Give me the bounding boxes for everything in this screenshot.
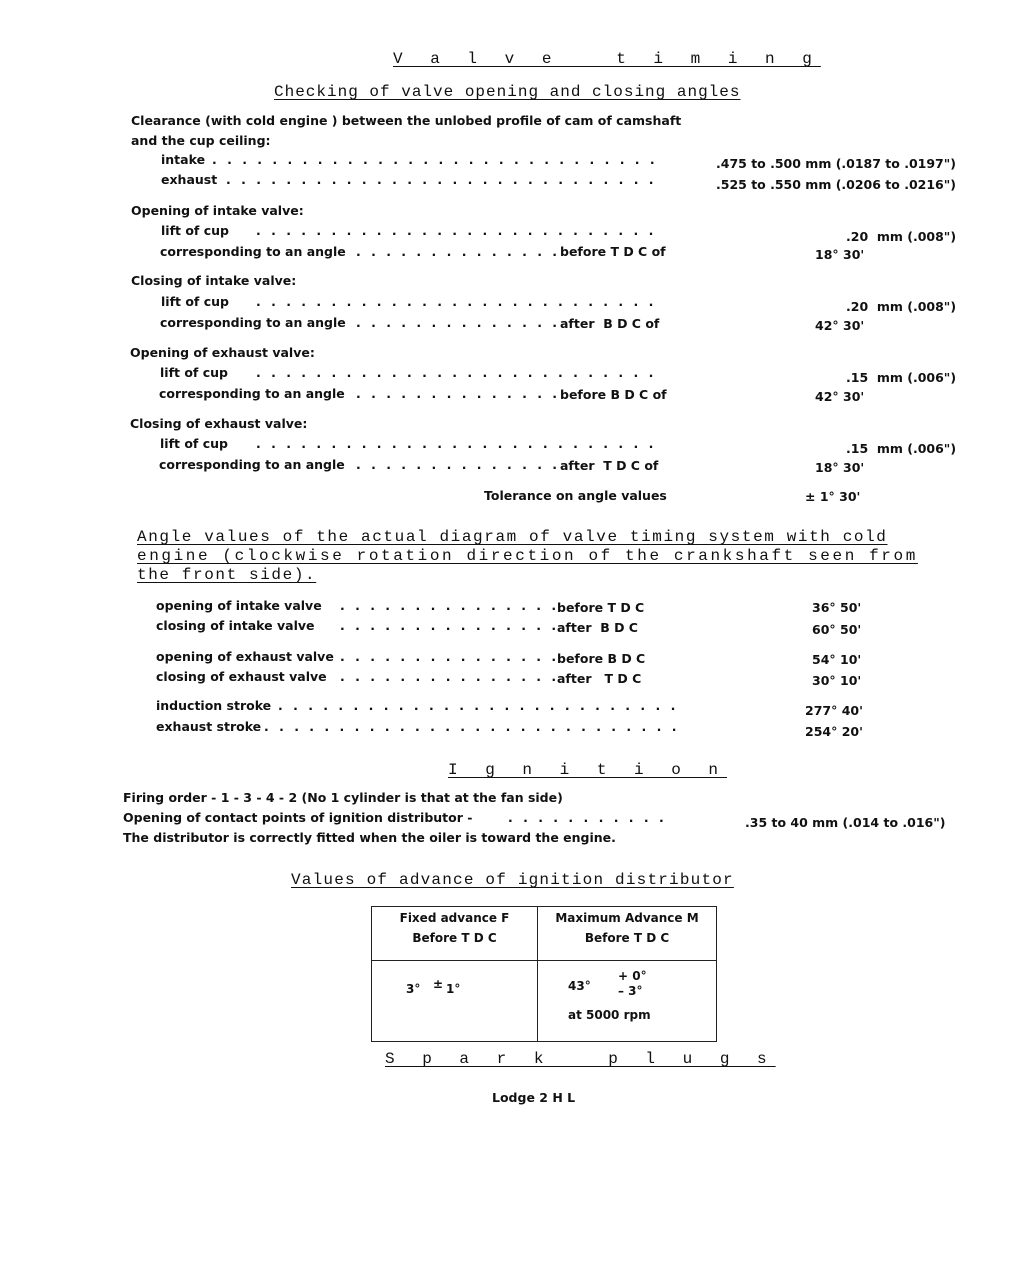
dot-leader: . . . . . . . . . . . . . . . . . . . . . . . . . . . . . . <box>212 152 658 167</box>
diagram-row-label: closing of intake valve <box>156 618 315 633</box>
stroke-label: exhaust stroke <box>156 719 262 734</box>
dot-leader: . . . . . . . . . . . . . . . . . . . . . . . . . . . <box>256 436 657 451</box>
contact-points-label: Opening of contact points of ignition distributor - <box>123 810 473 825</box>
dot-leader: . . . . . . . . . . . . . . . <box>340 618 560 633</box>
fixed-advance-subheader: Before T D C <box>412 931 497 945</box>
check-heading: Opening of exhaust valve: <box>130 345 315 360</box>
dot-leader: . . . . . . . . . . . . . . . <box>340 669 560 684</box>
dot-leader: . . . . . . . . . . . . . . . . . . . . . . . . . . . <box>256 294 657 309</box>
exhaust-label: exhaust <box>161 172 218 187</box>
lift-value: .20 mm (.008") <box>846 229 957 244</box>
lift-label: lift of cup <box>160 365 228 380</box>
diagram-row-label: opening of intake valve <box>156 598 322 613</box>
max-advance-plus: + 0° <box>618 969 647 983</box>
clearance-line-2: and the cup ceiling: <box>131 133 271 148</box>
stroke-value: 254° 20' <box>805 724 863 739</box>
check-heading: Closing of exhaust valve: <box>130 416 308 431</box>
angle-value: 42° 30' <box>815 318 865 333</box>
dot-leader: . . . . . . . . . . . . . . . . . . . . . . . . . . . <box>278 698 679 713</box>
angle-value: 18° 30' <box>815 247 865 262</box>
fixed-advance-cell <box>372 961 538 1042</box>
diagram-row-label: opening of exhaust valve <box>156 649 334 664</box>
diagram-row-label: closing of exhaust valve <box>156 669 327 684</box>
diagram-row-value: 60° 50' <box>812 622 862 637</box>
max-advance-header: Maximum Advance M <box>555 911 699 925</box>
advance-table <box>371 906 717 1042</box>
dot-leader: . . . . . . . . . . . . . . . . . . . . . . . . . . . . <box>264 719 680 734</box>
diagram-heading-line-3: the front side). <box>137 566 317 584</box>
angle-label: corresponding to an angle <box>159 457 345 472</box>
diagram-row-value: 30° 10' <box>812 673 862 688</box>
dot-leader: . . . . . . . . . . . <box>508 810 667 825</box>
intake-clearance-value: .475 to .500 mm (.0187 to .0197") <box>716 156 956 171</box>
angle-reference: before B D C of <box>560 387 667 402</box>
dot-leader: . . . . . . . . . . . . . . <box>356 386 561 401</box>
section-heading-checking: Checking of valve opening and closing angles <box>274 83 741 101</box>
angle-value: 42° 30' <box>815 389 865 404</box>
spark-plugs-heading: S p a r k p l u g s <box>385 1050 776 1068</box>
angle-label: corresponding to an angle <box>159 386 345 401</box>
diagram-row-value: 54° 10' <box>812 652 862 667</box>
angle-value: 18° 30' <box>815 460 865 475</box>
angle-reference: before T D C of <box>560 244 666 259</box>
lift-label: lift of cup <box>161 223 229 238</box>
dot-leader: . . . . . . . . . . . . . . . . . . . . . . . . . . . . . <box>226 172 657 187</box>
ignition-heading: I g n i t i o n <box>448 761 728 779</box>
intake-label: intake <box>161 152 206 167</box>
dot-leader: . . . . . . . . . . . . . . <box>356 244 561 259</box>
diagram-row-value: 36° 50' <box>812 600 862 615</box>
dot-leader: . . . . . . . . . . . . . . <box>356 457 561 472</box>
angle-reference: after B D C of <box>560 316 660 331</box>
lift-value: .15 mm (.006") <box>846 370 957 385</box>
diagram-row-ref: after T D C <box>557 671 642 686</box>
dot-leader: . . . . . . . . . . . . . . . <box>340 649 560 664</box>
lift-label: lift of cup <box>161 294 229 309</box>
table-header-cell <box>538 907 717 961</box>
fixed-advance-header: Fixed advance F <box>399 911 510 925</box>
max-advance-subheader: Before T D C <box>584 931 670 945</box>
spark-plug-value: Lodge 2 H L <box>492 1090 576 1105</box>
table-row <box>372 907 717 961</box>
lift-label: lift of cup <box>160 436 228 451</box>
angle-label: corresponding to an angle <box>160 244 346 259</box>
dot-leader: . . . . . . . . . . . . . . . . . . . . . . . . . . . <box>256 223 657 238</box>
diagram-row-ref: before T D C <box>557 600 645 615</box>
exhaust-clearance-value: .525 to .550 mm (.0206 to .0216") <box>716 177 956 192</box>
stroke-value: 277° 40' <box>805 703 863 718</box>
max-advance-minus: – 3° <box>618 984 643 998</box>
dot-leader: . . . . . . . . . . . . . . <box>356 315 561 330</box>
advance-heading: Values of advance of ignition distributor <box>291 871 734 889</box>
diagram-row-ref: after B D C <box>557 620 638 635</box>
diagram-heading-line-2: engine (clockwise rotation direction of the crankshaft seen from <box>137 547 918 565</box>
angle-label: corresponding to an angle <box>160 315 346 330</box>
tolerance-label: Tolerance on angle values <box>484 488 667 503</box>
lift-value: .20 mm (.008") <box>846 299 957 314</box>
max-advance-cell <box>538 961 717 1042</box>
clearance-line-1: Clearance (with cold engine ) between the unlobed profile of cam of camshaft <box>131 113 682 128</box>
max-advance-value: 43° <box>568 979 591 993</box>
table-row <box>372 961 717 1042</box>
dot-leader: . . . . . . . . . . . . . . . . . . . . . . . . . . . <box>256 365 657 380</box>
stroke-label: induction stroke <box>156 698 272 713</box>
check-heading: Opening of intake valve: <box>131 203 304 218</box>
tolerance-value: ± 1° 30' <box>805 489 861 504</box>
check-heading: Closing of intake valve: <box>131 273 297 288</box>
page-title: V a l v e t i m i n g <box>393 50 821 68</box>
plus-minus: ± <box>433 977 444 991</box>
diagram-row-ref: before B D C <box>557 651 646 666</box>
distributor-note: The distributor is correctly fitted when the oiler is toward the engine. <box>123 830 616 845</box>
fixed-advance-value: 3° <box>406 982 421 996</box>
firing-order: Firing order - 1 - 3 - 4 - 2 (No 1 cylinder is that at the fan side) <box>123 790 563 805</box>
fixed-advance-tolerance: 1° <box>446 982 461 996</box>
contact-points-value: .35 to 40 mm (.014 to .016") <box>745 815 946 830</box>
lift-value: .15 mm (.006") <box>846 441 957 456</box>
table-header-cell <box>372 907 538 961</box>
dot-leader: . . . . . . . . . . . . . . . <box>340 598 560 613</box>
diagram-heading-line-1: Angle values of the actual diagram of valve timing system with cold <box>137 528 888 546</box>
max-advance-rpm: at 5000 rpm <box>568 1008 651 1022</box>
angle-reference: after T D C of <box>560 458 659 473</box>
